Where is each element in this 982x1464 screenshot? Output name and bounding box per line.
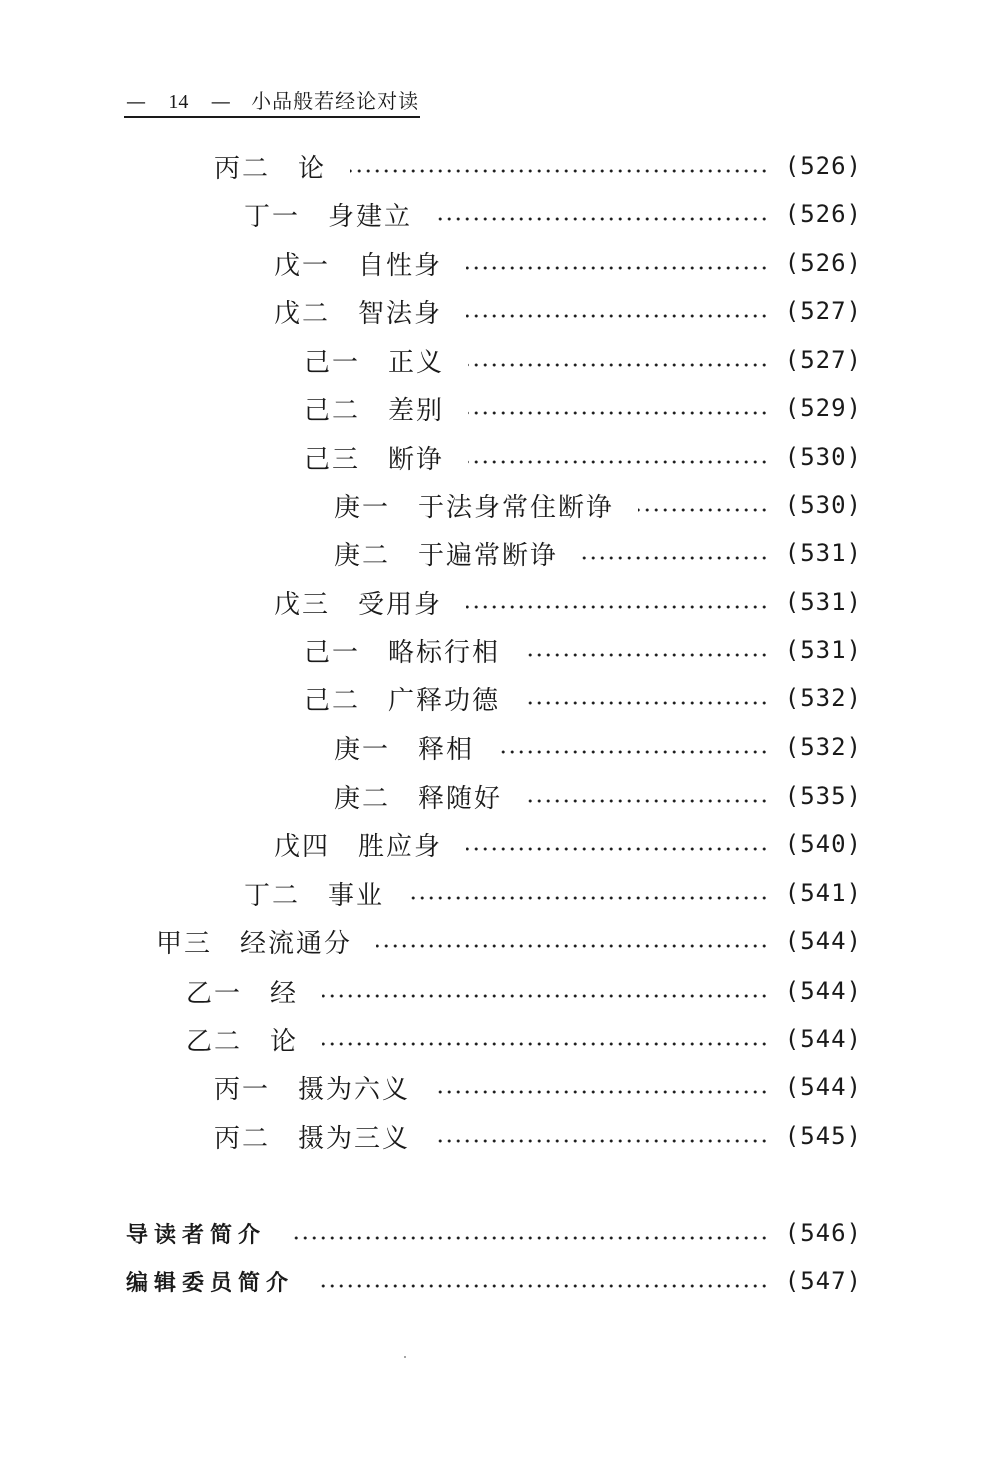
dot-leader (498, 750, 769, 754)
toc-entry-page: (530) (784, 443, 862, 471)
toc-entry-page: (526) (784, 200, 862, 228)
header-rule (124, 116, 420, 118)
toc-entry-title: 经流通分 (240, 928, 353, 959)
toc-entry-code: 乙一 (186, 978, 243, 1009)
toc-entry-page: (544) (784, 927, 862, 955)
toc-entry (214, 146, 862, 186)
paper-speck (404, 1356, 406, 1358)
toc-entry-page: (540) (784, 830, 862, 858)
toc-entry-page: (527) (784, 346, 862, 374)
toc-entry (274, 824, 862, 864)
toc-entry-title: 于法身常住断诤 (418, 492, 615, 523)
toc-entry-title: 广释功德 (388, 685, 501, 716)
toc-entry (304, 388, 862, 428)
dot-leader (468, 363, 769, 367)
toc-entry-code: 庚一 (334, 734, 391, 765)
toc-entry-code: 丙一 (214, 1074, 271, 1105)
toc-entry (274, 291, 862, 331)
toc-entry-code: 丁二 (244, 880, 301, 911)
dot-leader (466, 847, 769, 851)
toc-entry-code: 戊一 (274, 250, 331, 281)
toc-entry-page: (544) (784, 1025, 862, 1053)
toc-entry-code: 己二 (304, 685, 361, 716)
toc-entry (244, 194, 862, 234)
dot-leader (318, 1284, 769, 1288)
toc-entry (214, 1067, 862, 1107)
toc-entry-page: (527) (784, 297, 862, 325)
toc-entry-title: 释相 (418, 734, 475, 765)
running-header (126, 88, 418, 116)
toc-entry-title: 正义 (388, 347, 445, 378)
toc-entry-title: 事业 (328, 880, 385, 911)
toc-entry-title: 摄为三义 (298, 1123, 411, 1154)
toc-entry-code: 庚二 (334, 783, 391, 814)
toc-entry-page: (526) (784, 152, 862, 180)
toc-entry-page: (541) (784, 879, 862, 907)
toc-entry-code: 丙二 (214, 1123, 271, 1154)
toc-entry (244, 873, 862, 913)
toc-entry-title: 摄为六义 (298, 1074, 411, 1105)
dot-leader (350, 169, 769, 173)
toc-entry-title: 释随好 (418, 783, 503, 814)
toc-entry-title: 身建立 (328, 201, 413, 232)
toc-entry-page: (531) (784, 636, 862, 664)
dot-leader (322, 994, 769, 998)
toc-entry (304, 678, 862, 718)
toc-entry-code: 己二 (304, 395, 361, 426)
toc-entry-code: 庚二 (334, 540, 391, 571)
toc-entry-title: 论 (298, 153, 327, 184)
toc-entry-code: 戊四 (274, 831, 331, 862)
dot-leader (290, 1236, 769, 1240)
toc-entry-title: 经 (270, 978, 299, 1009)
toc-entry-title: 受用身 (358, 589, 443, 620)
toc-entry-title: 论 (270, 1026, 299, 1057)
toc-entry-title: 智法身 (358, 298, 443, 329)
dot-leader (408, 896, 769, 900)
appendix-entry (126, 1261, 862, 1301)
toc-entry-title: 胜应身 (358, 831, 443, 862)
toc-entry-code: 丙二 (214, 153, 271, 184)
toc-entry-title: 自性身 (358, 250, 443, 281)
toc-entry-code: 丁一 (244, 201, 301, 232)
toc-entry (274, 243, 862, 283)
dot-leader (526, 799, 769, 803)
dot-leader (434, 1139, 769, 1143)
toc-entry (334, 533, 862, 573)
toc-entry-page: (526) (784, 249, 862, 277)
toc-entry-code: 庚一 (334, 492, 391, 523)
toc-entry-page: (531) (784, 588, 862, 616)
dot-leader (436, 217, 769, 221)
dot-leader (582, 556, 769, 560)
toc-entry (304, 340, 862, 380)
dot-leader (466, 605, 769, 609)
toc-entry-page: (535) (784, 782, 862, 810)
toc-entry (334, 776, 862, 816)
toc-entry-code: 己三 (304, 444, 361, 475)
toc-entry-code: 戊三 (274, 589, 331, 620)
toc-entry-title: 断诤 (388, 444, 445, 475)
appendix-entry-page: (547) (784, 1267, 862, 1295)
toc-entry-page: (531) (784, 539, 862, 567)
dot-leader (524, 701, 769, 705)
dot-leader (524, 653, 769, 657)
dot-leader (322, 1042, 769, 1046)
appendix-entry-title: 导读者简介 (126, 1222, 267, 1248)
toc-entry-page: (544) (784, 977, 862, 1005)
toc-entry-code: 乙二 (186, 1026, 243, 1057)
toc-entry (334, 727, 862, 767)
toc-entry (186, 1019, 862, 1059)
toc-entry-code: 甲三 (156, 928, 213, 959)
dot-leader (434, 1090, 769, 1094)
toc-entry-code: 己一 (304, 347, 361, 378)
dot-leader (468, 460, 769, 464)
dot-leader (376, 944, 769, 948)
toc-entry (156, 921, 862, 961)
toc-entry-code: 己一 (304, 637, 361, 668)
header-book-title: 小品般若经论对读 (251, 89, 420, 113)
toc-entry (274, 582, 862, 622)
toc-entry-page: (529) (784, 394, 862, 422)
header-page-number: 14 (168, 91, 189, 113)
toc-entry-title: 于遍常断诤 (418, 540, 559, 571)
dot-leader (466, 266, 769, 270)
toc-entry (334, 485, 862, 525)
header-dash-right: — (210, 89, 231, 113)
toc-entry-title: 差别 (388, 395, 445, 426)
dot-leader (638, 508, 769, 512)
toc-entry-page: (545) (784, 1122, 862, 1150)
toc-entry (186, 971, 862, 1011)
appendix-entry-title: 编辑委员简介 (126, 1270, 295, 1296)
toc-entry-page: (532) (784, 733, 862, 761)
toc-entry (304, 630, 862, 670)
toc-entry-code: 戊二 (274, 298, 331, 329)
dot-leader (468, 411, 769, 415)
header-dash-left: — (126, 89, 146, 113)
appendix-entry (126, 1213, 862, 1253)
toc-entry-page: (532) (784, 684, 862, 712)
dot-leader (466, 314, 769, 318)
toc-entry-page: (544) (784, 1073, 862, 1101)
toc-entry-title: 略标行相 (388, 637, 501, 668)
toc-entry (304, 437, 862, 477)
toc-entry-page: (530) (784, 491, 862, 519)
appendix-entry-page: (546) (784, 1219, 862, 1247)
toc-entry (214, 1116, 862, 1156)
